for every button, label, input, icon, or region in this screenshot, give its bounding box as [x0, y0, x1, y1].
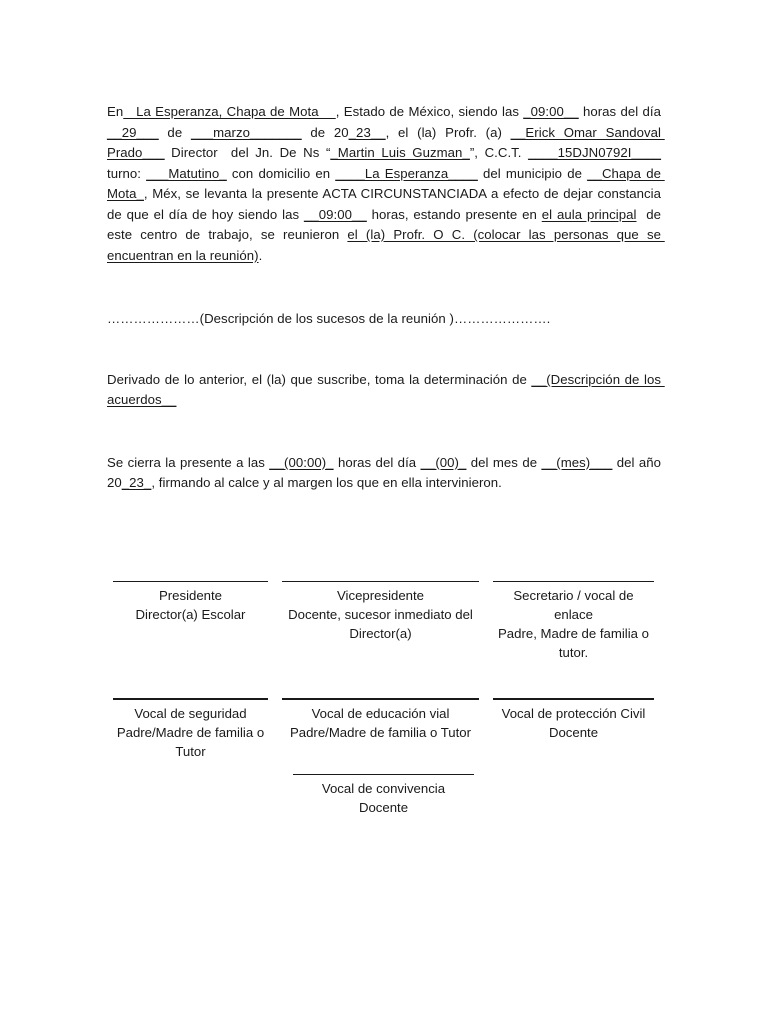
signature-line [282, 698, 479, 700]
field-municipality: __Chapa de Mota_ [107, 165, 665, 201]
signature-presidente [113, 581, 268, 624]
field-start-time: _09:00__ [523, 104, 579, 119]
signature-vocal-convivencia [293, 774, 474, 817]
signature-line [493, 698, 654, 700]
text: Director del Jn. De Ns “ [164, 145, 331, 160]
field-close-time: __(00:00)_ [269, 454, 334, 470]
signature-secretario [493, 581, 654, 662]
signature-line [293, 774, 474, 775]
text: del mes de [466, 454, 542, 470]
acta-paragraph-opening [107, 102, 665, 266]
field-month: ___marzo_______ [190, 124, 302, 140]
signature-vocal-proteccion-civil [493, 698, 654, 742]
text: , Estado de México, siendo las [335, 104, 524, 119]
field-address: ____La Esperanza____ [335, 165, 478, 181]
signature-role: Vocal de educación vial [311, 706, 450, 721]
signature-role: Vocal de seguridad [134, 706, 247, 721]
text: horas, estando presente en [366, 206, 542, 222]
field-meeting-time: __09:00__ [303, 206, 367, 222]
text: turno: [107, 145, 665, 181]
text: , el (la) Profr. (a) [385, 124, 511, 140]
signature-role: Vocal de convivencia [321, 781, 446, 796]
field-location: La Esperanza, Chapa de Mota [123, 104, 336, 119]
field-day: __29___ [107, 124, 159, 140]
acta-paragraph-closing [107, 453, 665, 494]
signature-description: Director(a) Escolar [135, 607, 246, 622]
signature-role: Vocal de protección Civil [501, 706, 646, 721]
signature-description: Padre/Madre de familia o Tutor [116, 725, 265, 759]
text: , firmando al calce y al margen los que en ella intervinieron. [151, 475, 502, 490]
text: horas del día [333, 454, 421, 470]
text: Se cierra la presente a las [107, 454, 270, 470]
field-close-month: __(mes)___ [541, 454, 613, 470]
field-close-year: _23_ [121, 475, 152, 490]
signature-description: Docente [548, 725, 599, 740]
text: de este centro de trabajo, se reunieron [107, 206, 665, 242]
text: En [107, 104, 124, 119]
text: , Méx, se levanta la presente ACTA CIRCUNSTANCIADA a efecto de dejar constancia de que el día de hoy siendo las [107, 186, 661, 222]
signature-line [113, 698, 268, 700]
signature-line [282, 581, 479, 582]
field-shift: ___Matutino_ [146, 165, 227, 181]
text: de [158, 124, 191, 140]
field-close-day: __(00)_ [420, 454, 467, 470]
text: ”, C.C.T. [469, 145, 529, 160]
signature-role: Vicepresidente [337, 588, 424, 603]
signature-description: Padre/Madre de familia o Tutor [289, 725, 472, 740]
text: del municipio de [477, 165, 588, 181]
text: horas del día [578, 104, 665, 119]
signature-role: Secretario / vocal de enlace [513, 588, 634, 622]
text: con domicilio en [226, 165, 336, 181]
signature-vocal-educacion-vial [282, 698, 479, 742]
field-school-name: _Martin Luis Guzman_ [330, 145, 470, 160]
signature-description: Padre, Madre de familia o tutor. [498, 626, 649, 660]
signature-line [113, 581, 268, 582]
text: de 20 [301, 124, 349, 140]
field-cct: ____15DJN0792I____ [528, 145, 662, 160]
field-director-name: __Erick Omar Sandoval Prado___ [107, 124, 665, 160]
signature-vocal-seguridad [113, 698, 268, 761]
acta-paragraph-determination [107, 370, 665, 411]
field-attendees: el (la) Profr. O C. (colocar las personas que se encuentran en la reunión) [107, 227, 665, 263]
signature-line [493, 581, 654, 582]
signature-description: Docente [358, 800, 409, 815]
text: del año 20 [107, 454, 665, 490]
field-agreements: __(Descripción de los acuerdos__ [107, 371, 665, 407]
signature-role: Presidente [158, 588, 223, 603]
field-room: el aula principal [541, 206, 637, 222]
signature-description: Docente, sucesor inmediato del Director(a) [288, 607, 473, 641]
signature-vicepresidente [282, 581, 479, 643]
text: . [258, 247, 263, 263]
text: Derivado de lo anterior, el (la) que suscribe, toma la determinación de [107, 371, 532, 387]
field-year: _23__ [348, 124, 386, 140]
acta-body [107, 102, 665, 494]
acta-paragraph-description: …………………(Descripción de los sucesos de la reunión )…………………. [107, 311, 551, 326]
